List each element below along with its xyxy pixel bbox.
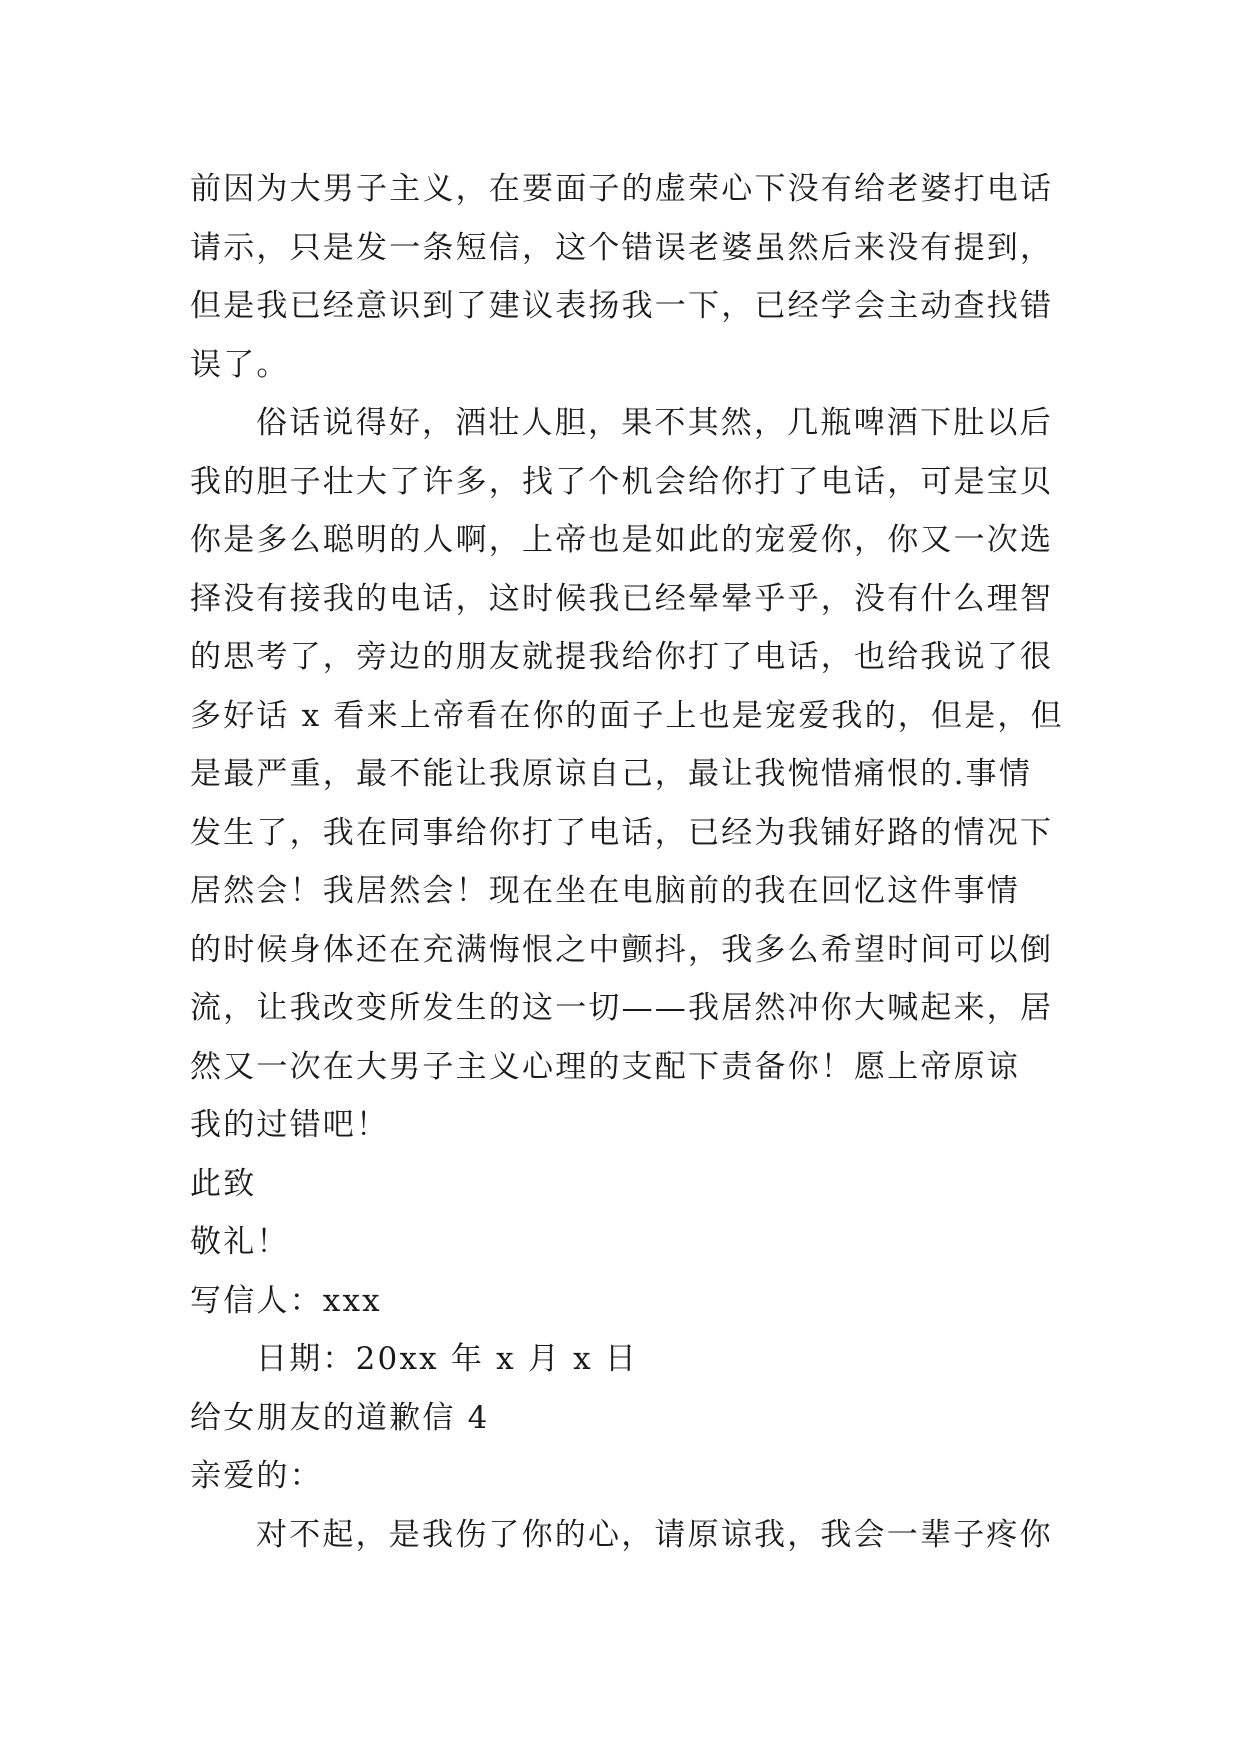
text-line: 的思考了，旁边的朋友就提我给你打了电话，也给我说了很 xyxy=(190,639,1054,675)
text-line: 我的过错吧！ xyxy=(190,1107,390,1143)
paragraph-start-line: 俗话说得好，酒壮人胆，果不其然，几瓶啤酒下肚以后 xyxy=(256,405,1053,441)
letter-author: 写信人：xxx xyxy=(190,1282,382,1319)
text-line: 流，让我改变所发生的这一切——我居然冲你大喊起来，居 xyxy=(190,990,1054,1026)
text-line: 是最严重，最不能让我原谅自己，最让我惋惜痛恨的.事情 xyxy=(190,756,1033,792)
closing-regards: 敬礼！ xyxy=(190,1224,290,1260)
text-line: 然又一次在大男子主义心理的支配下责备你！愿上帝原谅 xyxy=(190,1048,1020,1085)
text-line: 多好话 x 看来上帝看在你的面子上也是宠爱我的，但是，但 xyxy=(190,697,1064,734)
letter-date: 日期：20xx 年 x 月 x 日 xyxy=(256,1341,639,1377)
text-line: 我的胆子壮大了许多，找了个机会给你打了电话，可是宝贝 xyxy=(190,463,1054,500)
text-line: 你是多么聪明的人啊，上帝也是如此的宠爱你，你又一次选 xyxy=(190,522,1054,558)
greeting: 亲爱的： xyxy=(190,1458,323,1494)
text-line: 请示，只是发一条短信，这个错误老婆虽然后来没有提到， xyxy=(190,229,1054,266)
section-heading: 给女朋友的道歉信 4 xyxy=(190,1399,490,1436)
text-line: 发生了，我在同事给你打了电话，已经为我铺好路的情况下 xyxy=(190,814,1054,851)
text-line: 居然会！我居然会！现在坐在电脑前的我在回忆这件事情 xyxy=(190,873,1020,909)
text-line: 前因为大男子主义，在要面子的虚荣心下没有给老婆打电话 xyxy=(190,171,1054,207)
text-line: 的时候身体还在充满悔恨之中颤抖，我多么希望时间可以倒 xyxy=(190,931,1054,968)
text-line: 但是我已经意识到了建议表扬我一下，已经学会主动查找错 xyxy=(190,288,1054,324)
letter-body xyxy=(190,160,1064,1564)
text-line: 误了。 xyxy=(190,346,290,383)
paragraph-start-line: 对不起，是我伤了你的心，请原谅我，我会一辈子疼你 xyxy=(256,1516,1053,1553)
text-line: 择没有接我的电话，这时候我已经晕晕乎乎，没有什么理智 xyxy=(190,580,1054,617)
closing-salutation: 此致 xyxy=(190,1165,257,1202)
